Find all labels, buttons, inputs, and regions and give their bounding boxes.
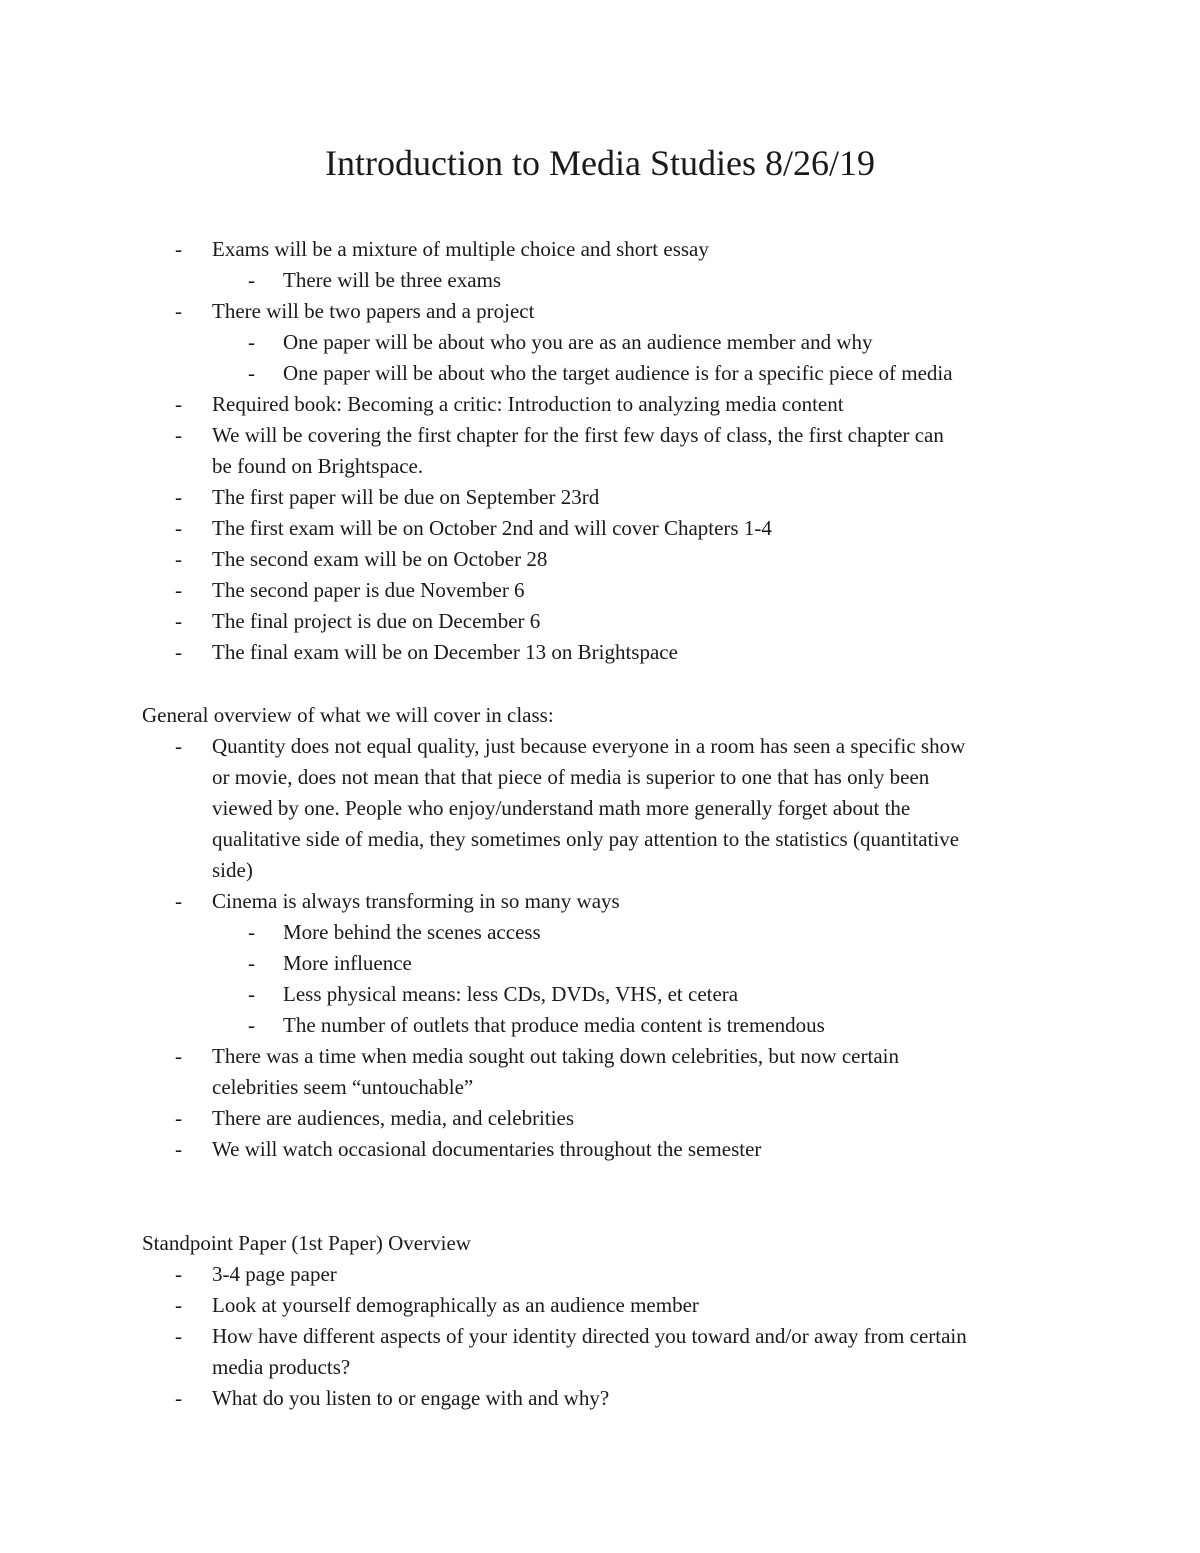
list-item: The first exam will be on October 2nd and will cover Chapters 1-4 (212, 516, 772, 540)
list-item-continued: be found on Brightspace. (212, 454, 424, 478)
list-item: Required book: Becoming a critic: Introduction to analyzing media content (212, 392, 844, 416)
list-item: The final project is due on December 6 (212, 609, 541, 633)
list-item: The second exam will be on October 28 (212, 547, 548, 571)
bullet-dash: - (175, 1386, 182, 1410)
list-item: Cinema is always transforming in so many ways (212, 889, 620, 913)
list-item: There are audiences, media, and celebrities (212, 1106, 575, 1130)
list-item: One paper will be about who the target audience is for a specific piece of media (283, 361, 953, 385)
bullet-dash: - (175, 1137, 182, 1161)
bullet-dash: - (248, 982, 255, 1006)
list-item-continued: qualitative side of media, they sometimes only pay attention to the statistics (quantitative (212, 827, 960, 851)
bullet-dash: - (175, 1106, 182, 1130)
bullet-dash: - (175, 516, 182, 540)
bullet-dash: - (175, 640, 182, 664)
bullet-dash: - (175, 578, 182, 602)
bullet-dash: - (175, 734, 182, 758)
bullet-dash: - (175, 1044, 182, 1068)
list-item: We will be covering the first chapter for the first few days of class, the first chapter can (212, 423, 944, 447)
list-item: One paper will be about who you are as an audience member and why (283, 330, 873, 354)
list-item: More behind the scenes access (283, 920, 541, 944)
list-item: More influence (283, 951, 412, 975)
list-item-continued: or movie, does not mean that that piece of media is superior to one that has only been (212, 765, 930, 789)
list-item-continued: media products? (212, 1355, 351, 1379)
bullet-dash: - (248, 268, 255, 292)
list-item: Quantity does not equal quality, just because everyone in a room has seen a specific show (212, 734, 966, 758)
list-item: Less physical means: less CDs, DVDs, VHS, et cetera (283, 982, 739, 1006)
list-item: Exams will be a mixture of multiple choice and short essay (212, 237, 709, 261)
bullet-dash: - (175, 299, 182, 323)
document-title: Introduction to Media Studies 8/26/19 (325, 143, 875, 183)
bullet-dash: - (248, 361, 255, 385)
list-item: The first paper will be due on September 23rd (212, 485, 600, 509)
list-item: Look at yourself demographically as an audience member (212, 1293, 699, 1317)
bullet-dash: - (175, 485, 182, 509)
list-item: What do you listen to or engage with and why? (212, 1386, 610, 1410)
bullet-dash: - (175, 1324, 182, 1348)
list-item-continued: celebrities seem “untouchable” (212, 1075, 474, 1099)
bullet-dash: - (175, 889, 182, 913)
list-item: We will watch occasional documentaries throughout the semester (212, 1137, 762, 1161)
list-item: There was a time when media sought out taking down celebrities, but now certain (212, 1044, 899, 1068)
list-item: The final exam will be on December 13 on Brightspace (212, 640, 678, 664)
bullet-dash: - (175, 609, 182, 633)
list-item: There will be three exams (283, 268, 502, 292)
bullet-dash: - (175, 1293, 182, 1317)
list-item-continued: viewed by one. People who enjoy/understand math more generally forget about the (212, 796, 911, 820)
list-item: The number of outlets that produce media content is tremendous (283, 1013, 825, 1037)
bullet-dash: - (175, 1262, 182, 1286)
bullet-dash: - (248, 1013, 255, 1037)
list-item-continued: side) (212, 858, 253, 882)
bullet-dash: - (248, 330, 255, 354)
bullet-dash: - (175, 547, 182, 571)
section-heading: General overview of what we will cover in class: (142, 703, 554, 727)
bullet-dash: - (175, 237, 182, 261)
bullet-dash: - (248, 920, 255, 944)
bullet-dash: - (175, 392, 182, 416)
section-heading: Standpoint Paper (1st Paper) Overview (142, 1231, 471, 1255)
bullet-dash: - (175, 423, 182, 447)
bullet-dash: - (248, 951, 255, 975)
list-item: 3-4 page paper (212, 1262, 337, 1286)
list-item: The second paper is due November 6 (212, 578, 525, 602)
list-item: There will be two papers and a project (212, 299, 535, 323)
list-item: How have different aspects of your identity directed you toward and/or away from certain (212, 1324, 967, 1348)
